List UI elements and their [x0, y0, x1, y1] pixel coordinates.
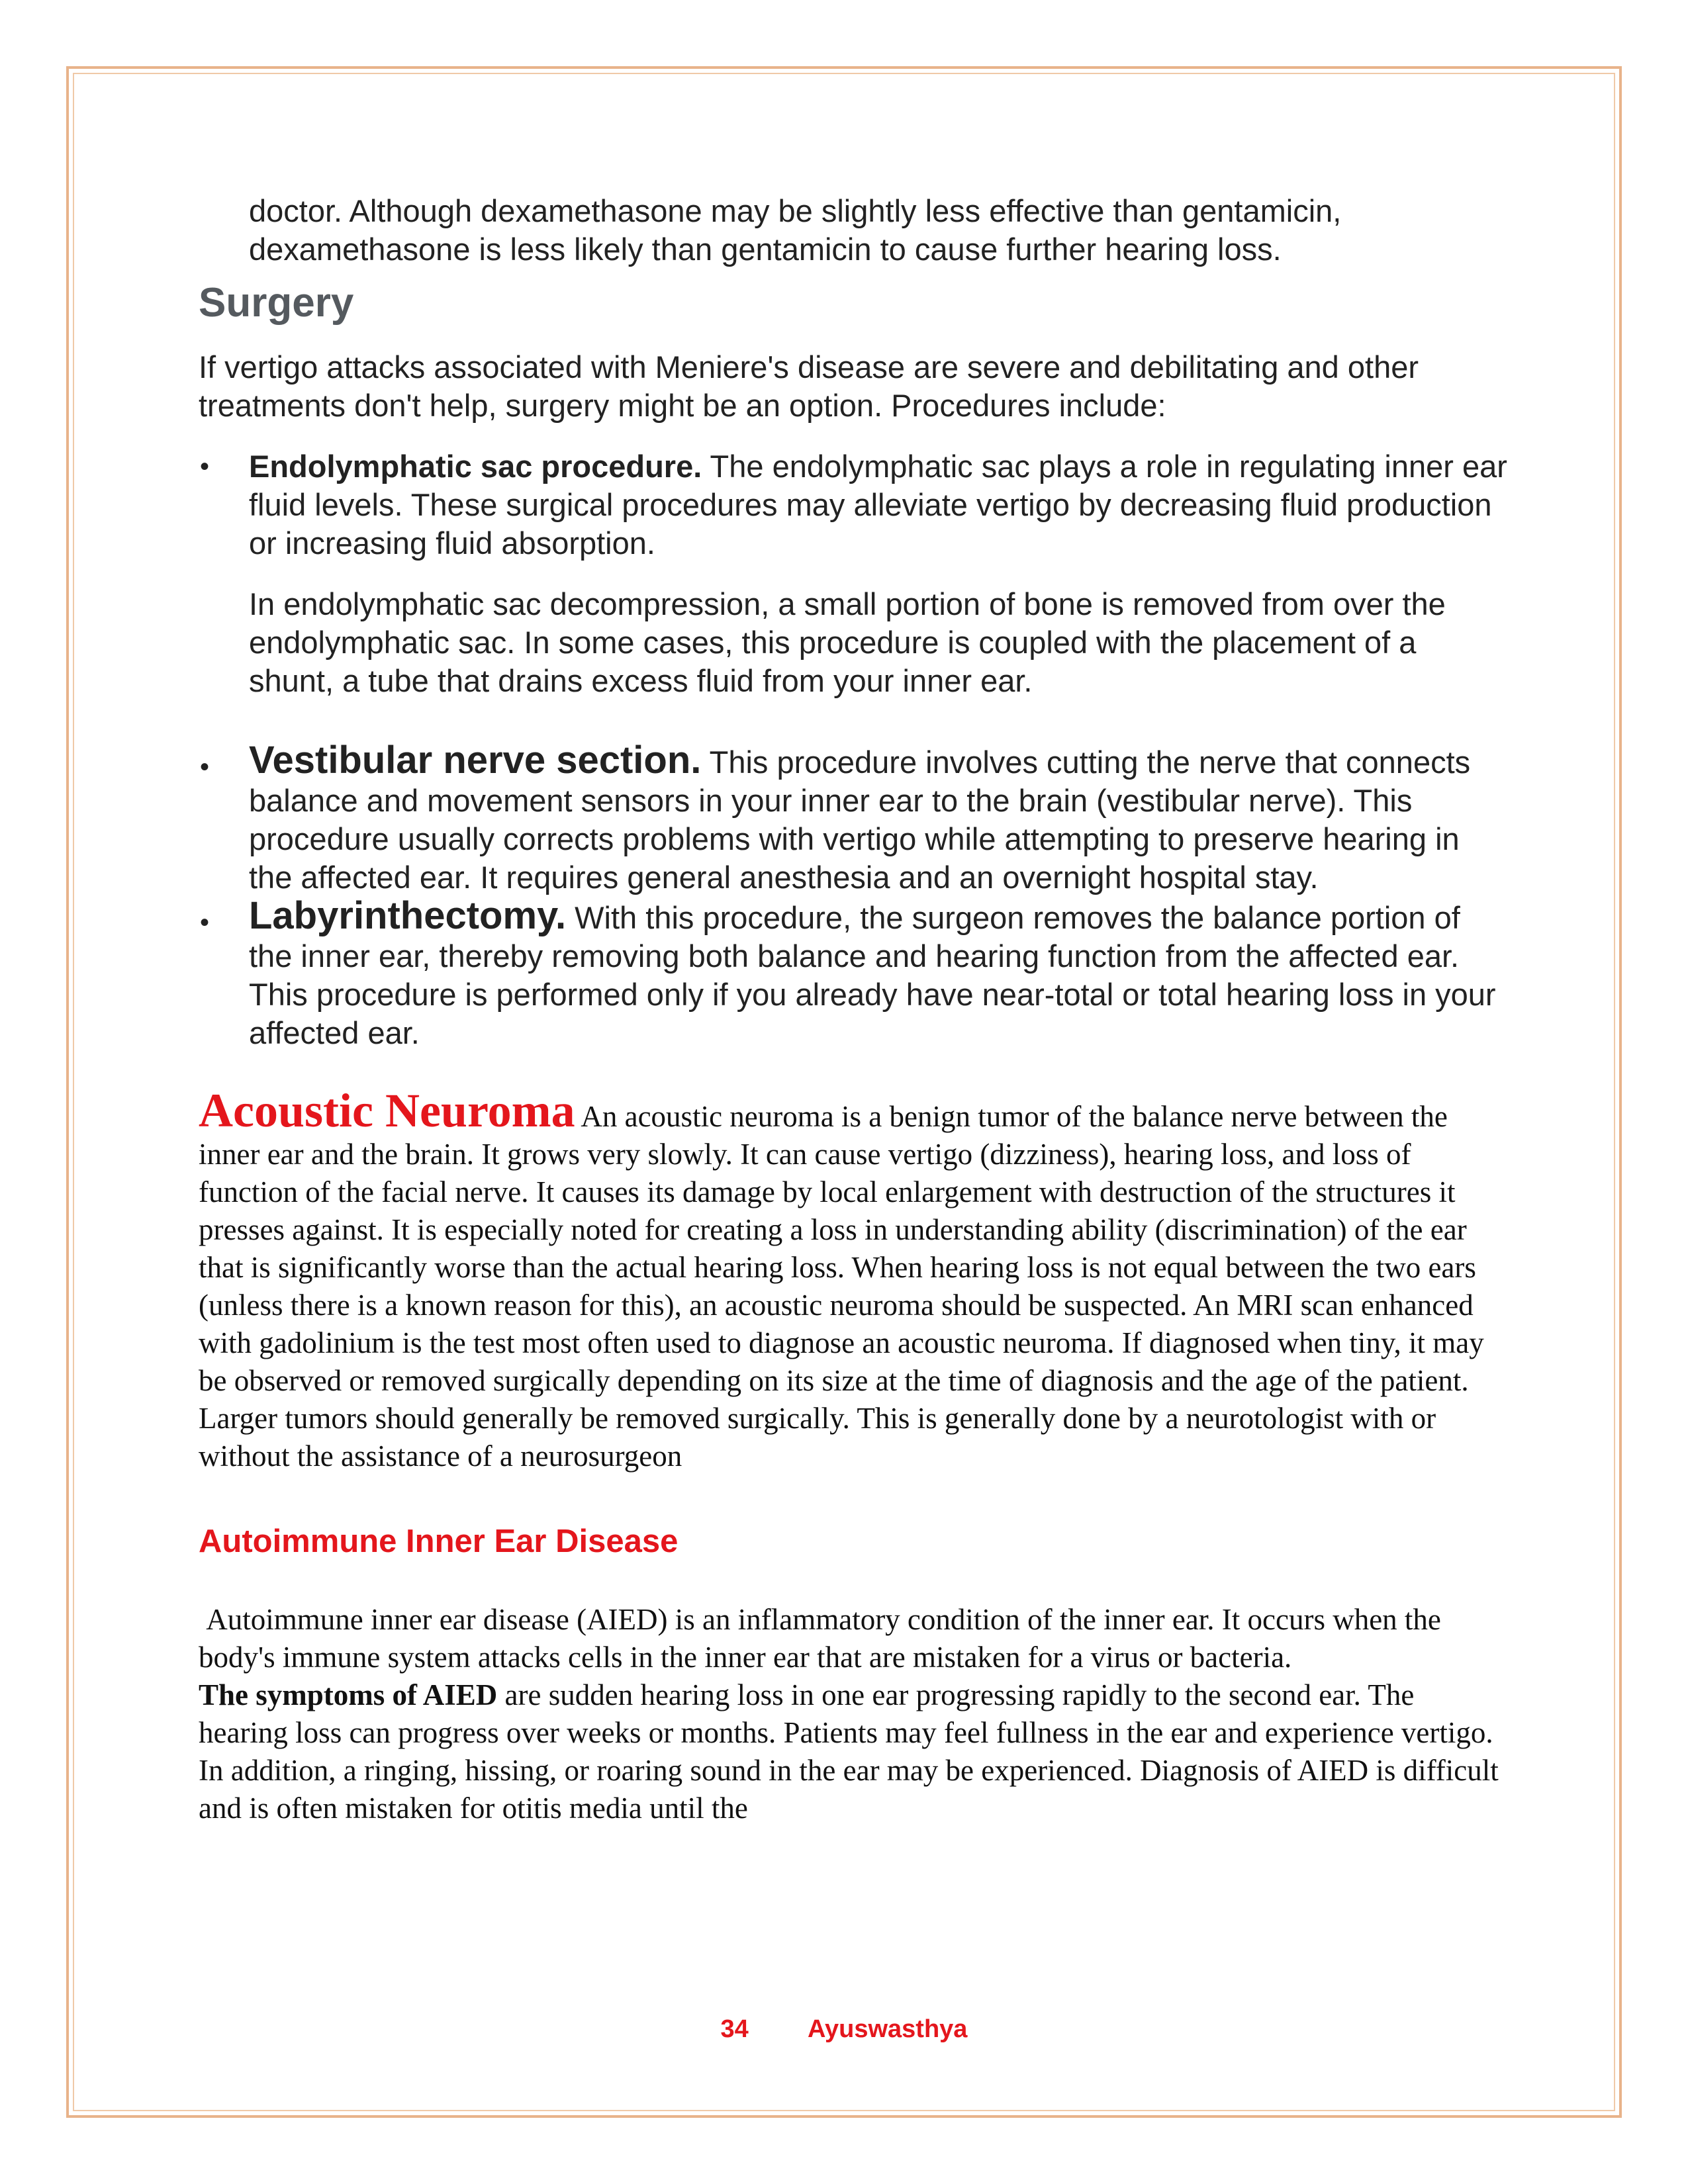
publication-name: Ayuswasthya — [807, 2015, 968, 2043]
page-footer — [0, 2015, 1688, 2044]
procedure-description: The endolymphatic sac plays a role in regulating inner ear fluid levels. These surgical procedures may alleviate vertigo by decreasing fluid production or increasing fluid absorption. — [249, 449, 1507, 561]
page-number: 34 — [720, 2015, 749, 2043]
aied-intro: Autoimmune inner ear disease (AIED) is an inflammatory condition of the inner ear. It occurs when the body's immune system attacks cells in the inner ear that are mistaken for a virus or bacteria. — [199, 1603, 1449, 1674]
aied-heading: Autoimmune Inner Ear Disease — [199, 1524, 679, 1559]
aied-symptoms-lead: The symptoms of AIED — [199, 1678, 498, 1711]
procedure-description: With this procedure, the surgeon removes the balance portion of the inner ear, thereby removing both balance and hearing function from the affected ear. This procedure is performed only if you already have near-total or total hearing loss in your affected ear. — [249, 900, 1496, 1050]
continuation-paragraph: doctor. Although dexamethasone may be slightly less effective than gentamicin, dexamethasone is less likely than gentamicin to cause further hearing loss. — [249, 193, 1342, 267]
list-item — [199, 741, 1509, 897]
acoustic-neuroma-section — [199, 1084, 1509, 1475]
procedure-list-continued — [199, 741, 1509, 1052]
surgery-heading: Surgery — [199, 280, 354, 326]
acoustic-neuroma-text: An acoustic neuroma is a benign tumor of the balance nerve between the inner ear and the brain. It grows very slowly. It can cause vertigo (dizziness), hearing loss, and loss of function of the facial nerve. It causes its damage by local enlargement with destruction of the structures it presses against. It is especially noted for creating a loss in understanding ability (discrimination) of the ear that is significantly worse than the actual hearing loss. When hearing loss is not equal between the two ears (unless there is a known reason for this), an acoustic neuroma should be suspected. An MRI scan enhanced with gadolinium is the test most often used to diagnose an acoustic neuroma. If diagnosed when tiny, it may be observed or removed surgically depending on its size at the time of diagnosis and the age of the patient. Larger tumors should generally be removed surgically. This is generally done by a neurotologist with or without the assistance of a neurosurgeon — [199, 1100, 1484, 1473]
procedure-title: Endolymphatic sac procedure. — [249, 449, 702, 484]
procedure-title: Labyrinthectomy. — [249, 894, 567, 937]
aied-symptoms-text: are sudden hearing loss in one ear progressing rapidly to the second ear. The hearing loss can progress over weeks or months. Patients may feel fullness in the ear and experience vertigo. In addition, a ringing, hissing, or roaring sound in the ear may be experienced. Diagnosis of AIED is difficult and is often mistaken for otitis media until the — [199, 1678, 1499, 1825]
procedure-list — [199, 447, 1509, 563]
bullet-icon: • — [200, 908, 210, 937]
procedure-description: This procedure involves cutting the nerve that connects balance and movement sensors in your inner ear to the brain (vestibular nerve). This procedure usually corrects problems with vertigo while attempting to preserve hearing in the affected ear. It requires general anesthesia and an overnight hospital stay. — [249, 745, 1471, 895]
page-content — [199, 192, 1509, 1827]
acoustic-neuroma-heading: Acoustic Neuroma — [199, 1084, 575, 1137]
surgery-intro: If vertigo attacks associated with Meniere's disease are severe and debilitating and other treatments don't help, surgery might be an option. Procedures include: — [199, 349, 1419, 423]
procedure-title: Vestibular nerve section. — [249, 739, 702, 782]
list-item — [199, 447, 1509, 563]
procedure-detail-paragraph: In endolymphatic sac decompression, a small portion of bone is removed from over the endolymphatic sac. In some cases, this procedure is coupled with the placement of a shunt, a tube that drains excess fluid from your inner ear. — [249, 586, 1446, 698]
bullet-icon: • — [200, 452, 210, 481]
bullet-icon: • — [200, 752, 210, 782]
aied-symptoms — [199, 1676, 1509, 1827]
list-item — [199, 894, 1509, 1052]
